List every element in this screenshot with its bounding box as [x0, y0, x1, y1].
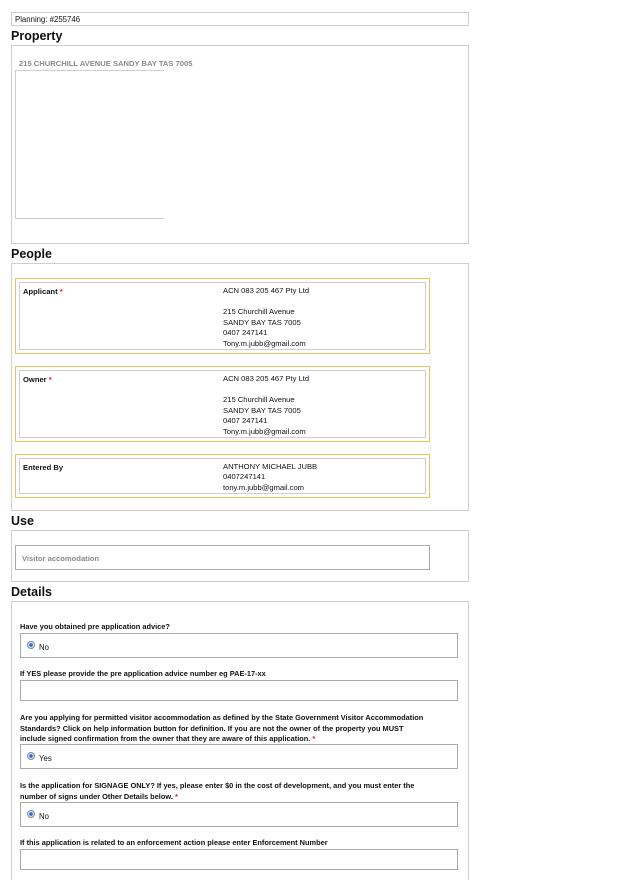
property-heading: Property: [11, 29, 63, 43]
question-pre-application-advice: Have you obtained pre application advice?: [20, 622, 170, 631]
radio-selected-icon[interactable]: [27, 810, 35, 818]
applicant-name: ACN 083 205 467 Pty Ltd: [223, 286, 310, 295]
owner-card: [15, 366, 430, 442]
applicant-card: [15, 278, 430, 354]
answer-pre-application-advice-value: No: [39, 643, 49, 652]
entered-by-card-inner: [19, 458, 426, 494]
question-pre-application-number: If YES please provide the pre application advice number eg PAE-17-xx: [20, 669, 266, 678]
radio-selected-icon[interactable]: [27, 641, 35, 649]
owner-phone: 0407 247141: [223, 416, 268, 425]
details-heading: Details: [11, 585, 52, 599]
question-visitor-accommodation-line2: Standards? Click on help information button for definition. If you are not the owner of the property you MUST: [20, 724, 404, 733]
entered-by-label: Entered By: [23, 463, 64, 472]
owner-name: ACN 083 205 467 Pty Ltd: [223, 374, 310, 383]
details-panel: [11, 601, 469, 880]
property-address: 215 CHURCHILL AVENUE SANDY BAY TAS 7005: [19, 59, 193, 68]
required-marker: *: [312, 734, 316, 743]
applicant-email: Tony.m.jubb@gmail.com: [223, 339, 306, 348]
entered-by-card: [15, 454, 430, 498]
required-marker: *: [174, 792, 178, 801]
answer-pre-application-advice[interactable]: [20, 633, 458, 658]
pre-application-number-input[interactable]: [20, 680, 458, 701]
use-heading: Use: [11, 514, 34, 528]
owner-street: 215 Churchill Avenue: [223, 395, 295, 404]
required-marker: *: [48, 375, 52, 384]
owner-card-inner: [19, 370, 426, 438]
question-visitor-accommodation-line1: Are you applying for permitted visitor accommodation as defined by the State Government Visitor Accommodation: [20, 713, 424, 722]
applicant-card-inner: [19, 282, 426, 350]
applicant-street: 215 Churchill Avenue: [223, 307, 295, 316]
people-heading: People: [11, 247, 52, 261]
question-signage-only-line1: Is the application for SIGNAGE ONLY? If yes, please enter $0 in the cost of development, and you must enter the: [20, 781, 415, 790]
use-value: Visitor accomodation: [22, 554, 100, 563]
answer-signage-only[interactable]: [20, 802, 458, 827]
question-visitor-accommodation-line3: [20, 734, 315, 745]
owner-suburb: SANDY BAY TAS 7005: [223, 406, 301, 415]
question-visitor-accommodation-line3-text: include signed confirmation from the owner that they are aware of this application.: [20, 734, 311, 743]
required-marker: *: [59, 287, 63, 296]
property-map-top-edge: [15, 70, 164, 71]
owner-email: Tony.m.jubb@gmail.com: [223, 427, 306, 436]
question-enforcement-number: If this application is related to an enforcement action please enter Enforcement Number: [20, 838, 328, 847]
answer-signage-only-value: No: [39, 812, 49, 821]
question-signage-only-line2-text: number of signs under Other Details below.: [20, 792, 173, 801]
property-panel: [11, 45, 469, 244]
enforcement-number-input[interactable]: [20, 849, 458, 870]
answer-visitor-accommodation-value: Yes: [39, 754, 52, 763]
radio-selected-icon[interactable]: [27, 752, 35, 760]
people-panel: [11, 263, 469, 511]
entered-by-name: ANTHONY MICHAEL JUBB: [223, 462, 318, 471]
question-signage-only-line2: [20, 792, 178, 803]
property-map: [15, 70, 164, 219]
applicant-label-text: Applicant: [23, 287, 58, 296]
applicant-label: [23, 287, 63, 296]
owner-label-text: Owner: [23, 375, 47, 384]
planning-reference-bar: [11, 12, 469, 26]
use-panel: [11, 530, 469, 582]
entered-by-email: tony.m.jubb@gmail.com: [223, 483, 305, 492]
entered-by-phone: 0407247141: [223, 472, 266, 481]
planning-reference: Planning: #255746: [15, 15, 81, 24]
applicant-suburb: SANDY BAY TAS 7005: [223, 318, 301, 327]
use-field[interactable]: [15, 545, 430, 570]
answer-visitor-accommodation[interactable]: [20, 744, 458, 769]
applicant-phone: 0407 247141: [223, 328, 268, 337]
owner-label: [23, 375, 52, 384]
